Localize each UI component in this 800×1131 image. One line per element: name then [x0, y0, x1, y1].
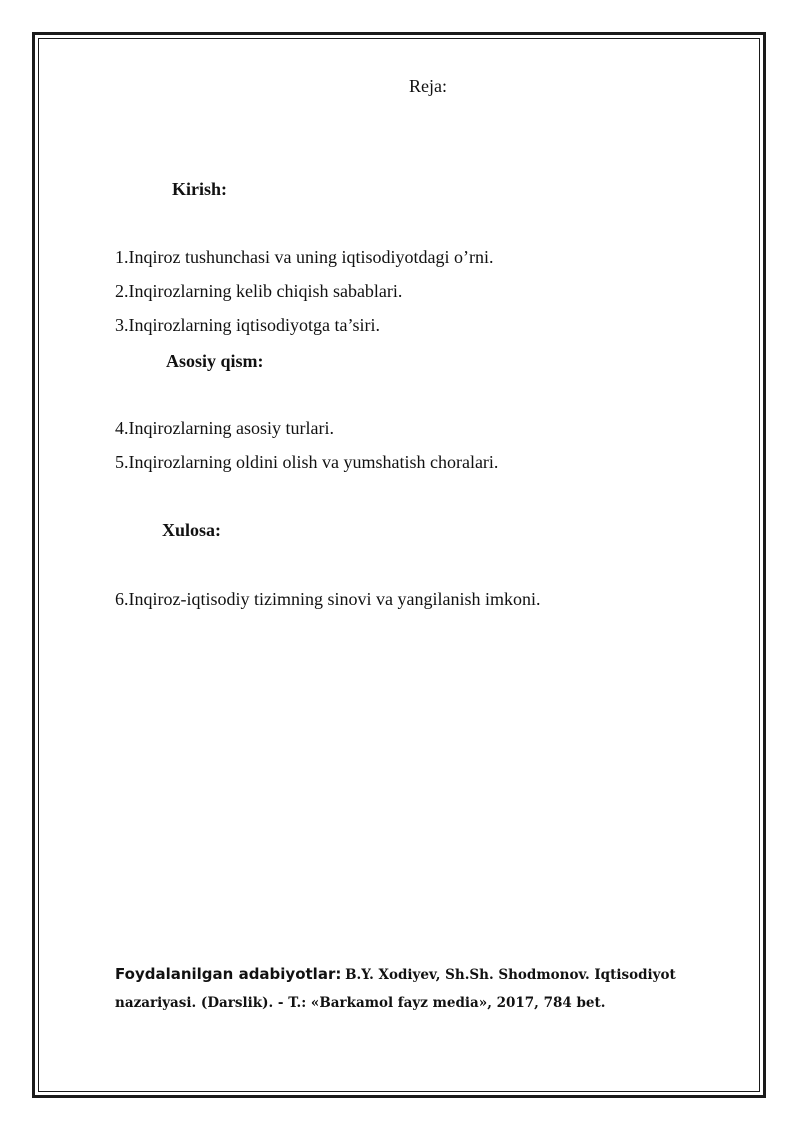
plan-title: Reja: [409, 76, 447, 96]
plan-item: 5.Inqirozlarning oldini olish va yumshatish choralari. [115, 452, 499, 472]
section-heading-introduction: Kirish: [172, 179, 228, 199]
plan-item: 6.Inqiroz-iqtisodiy tizimning sinovi va yangilanish imkoni. [115, 589, 541, 609]
plan-item: 1.Inqiroz tushunchasi va uning iqtisodiyotdagi o’rni. [115, 247, 494, 267]
plan-item: 2.Inqirozlarning kelib chiqish sabablari. [115, 281, 403, 301]
references-label: Foydalanilgan adabiyotlar: [115, 965, 342, 983]
references [115, 960, 755, 1017]
references-text: B.Y. Xodiyev, Sh.Sh. Shodmonov. Iqtisodiyot nazariyasi. (Darslik). - T.: «Barkamol fayz media», 2017, 784 bet. [115, 967, 676, 1011]
plan-item: 4.Inqirozlarning asosiy turlari. [115, 418, 334, 438]
page-border-inner [38, 38, 760, 1092]
plan-item: 3.Inqirozlarning iqtisodiyotga ta’siri. [115, 315, 380, 335]
section-heading-main-part: Asosiy qism: [166, 351, 264, 371]
section-heading-conclusion: Xulosa: [162, 520, 222, 540]
